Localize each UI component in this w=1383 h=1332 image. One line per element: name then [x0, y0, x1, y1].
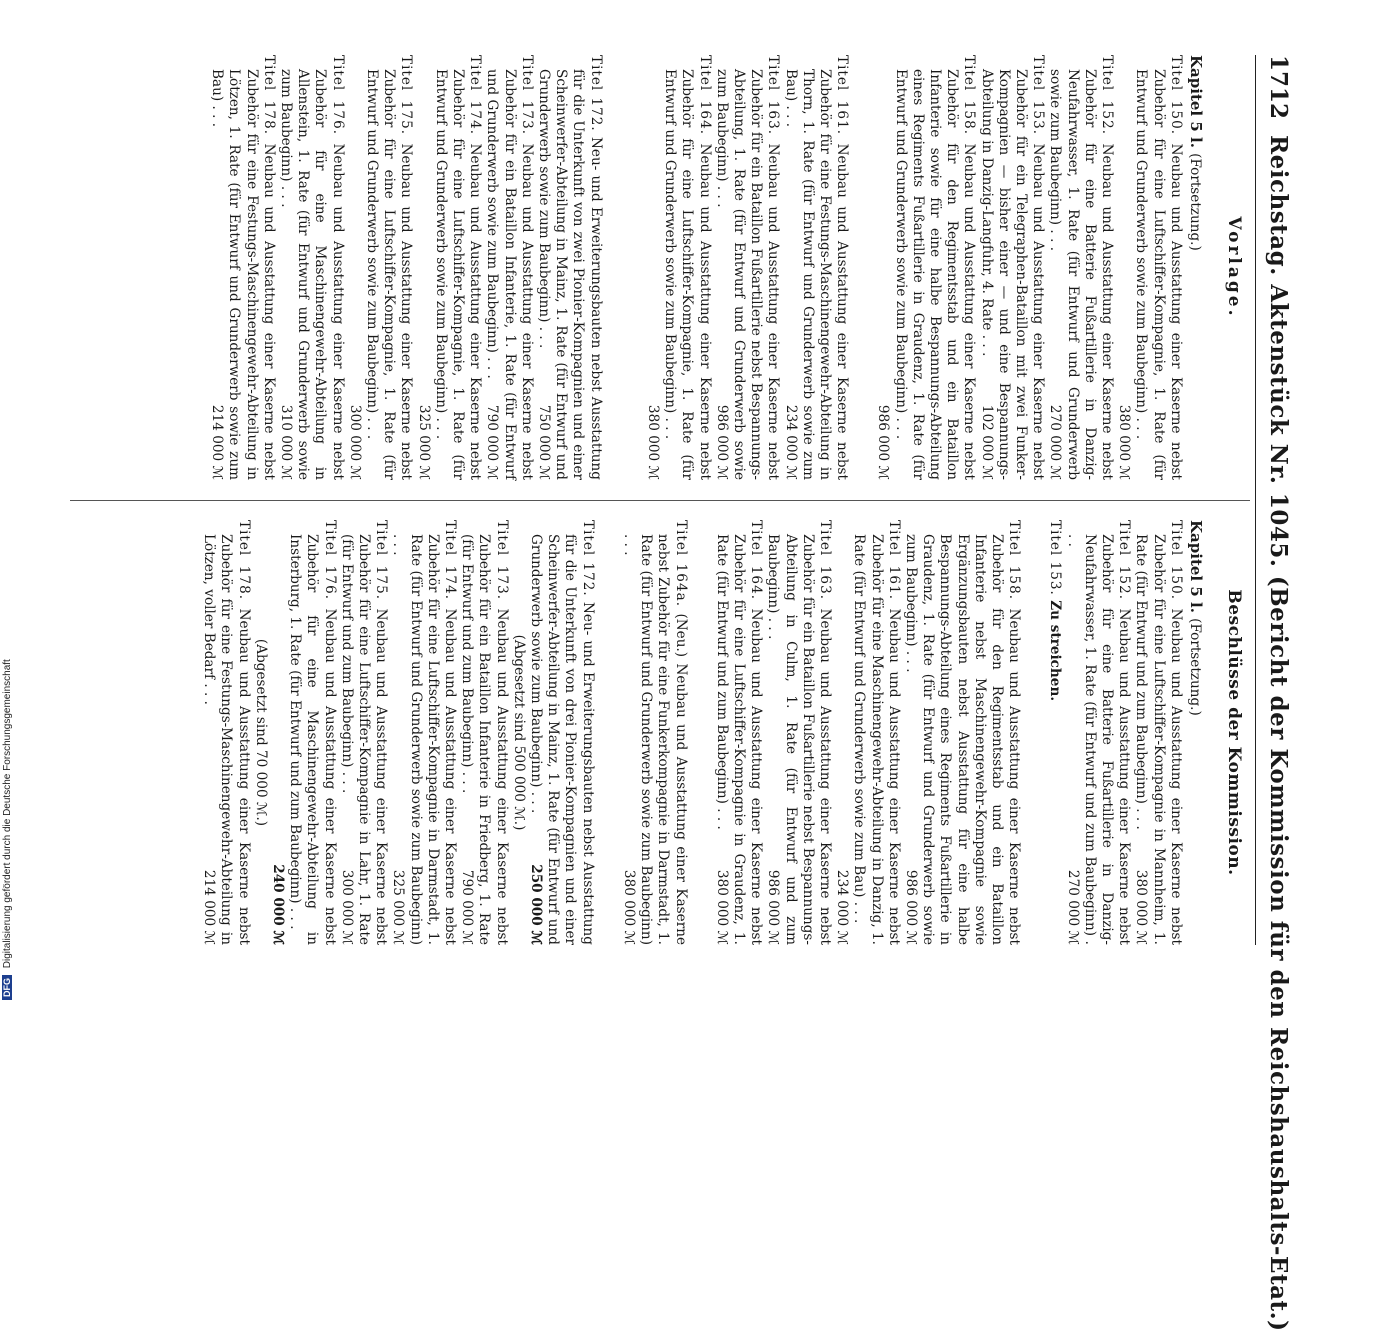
entry-title: Titel 152.: [1116, 520, 1133, 601]
entry-amount: 380 000 ℳ: [644, 404, 661, 480]
entry-amount: 380 000 ℳ: [1133, 869, 1150, 945]
entry-title: Titel 176.: [329, 55, 346, 136]
entry-amount: 790 000 ℳ: [484, 404, 501, 480]
entry-text: Neubau und Ausstattung einer Kaserne nebst Zubehör für eine Luftschiffer-Kompagnie in Mannheim, 1. Rate (für Entwurf und zum Baubeginn): [1133, 534, 1184, 945]
budget-entry: Titel 163. Neubau und Ausstattung einer Kaserne nebst Zubehör für ein Bataillon Fußartillerie nebst Bespannungs-Abteilung in Culm, 1. Rate (für Entwurf und zum Baubeginn) . . . 986 000 ℳ: [765, 520, 833, 945]
entry-text: Neubau und Ausstattung einer Kaserne nebst Zubehör für eine Luftschiffer-Kompagnie, 1. Rate (für Entwurf und Grunderwerb sowie zum Baubeginn): [364, 69, 415, 480]
budget-entry: [1046, 520, 1063, 945]
budget-entry: Titel 174. Neubau und Ausstattung einer Kaserne nebst Zubehör für eine Luftschiffer-Kompagnie in Darmstadt, 1. Rate (für Entwurf und Grunderwerb sowie zum Baubeginn) . . . 325 000 ℳ: [390, 520, 459, 945]
entry-title: Titel 153.: [1030, 55, 1047, 136]
column-divider: [70, 500, 1250, 501]
entry-text: Neubau und Ausstattung einer Kaserne nebst Zubehör für den Regimentsstab und ein Bataillon Infanterie nebst Maschinengewehr-Kompagnie sowie Ergänzungsbauten nebst Ausstattung für eine halbe Bespannungs-Abteilung eines Regiments Fußartillerie in Graudenz, 1. Rate (für Entwurf und Grunderwerb sowie zum Baubeginn): [902, 534, 1023, 945]
entry-amount: 986 000 ℳ: [713, 404, 730, 480]
entry-title: Titel 176.: [321, 520, 338, 601]
budget-entry: Titel 172. Neu- und Erweiterungsbauten nebst Ausstattung für die Unterkunft von zwei Pionier-Kompagnien und einer Scheinwerfer-Abteilung in Mainz, 1. Rate (für Entwurf und Grunderwerb sowie zum Baubeginn) . . . 750 000 ℳ: [536, 55, 604, 481]
entry-title: Titel 174.: [442, 520, 459, 601]
entry-title: Titel 178.: [235, 520, 252, 601]
entry-amount: 986 000 ℳ: [765, 869, 782, 945]
entry-amount: 214 000 ℳ: [201, 869, 218, 945]
budget-entry: Titel 161. Neubau und Ausstattung einer Kaserne nebst Zubehör für eine Maschinengewehr-Abteilung in Danzig, 1. Rate (für Entwurf und Grunderwerb sowie zum Bau) . . . 234 000 ℳ: [834, 520, 902, 945]
entry-title: Titel 161.: [834, 55, 851, 136]
budget-entry: Titel 153. Neubau und Ausstattung einer Kaserne nebst Zubehör für ein Telegraphen-Bataillon mit zwei Funker-Kompagnien — bisher einer — und eine Bespannungs-Abteilung in Danzig-Langfuhr, 4. Rate . . . 102 000 ℳ: [978, 55, 1047, 480]
entry-title: Titel 175.: [398, 55, 415, 136]
entry-amount: 102 000 ℳ: [978, 404, 995, 480]
kapitel-continuation: (Fortsetzung.): [1187, 618, 1203, 716]
entry-title: Titel 173.: [518, 55, 535, 136]
entry-text: Neubau und Ausstattung einer Kaserne nebst Zubehör für eine Luftschiffer-Kompagnie in Darmstadt, 1. Rate (für Entwurf und Grunderwerb sowie zum Baubeginn): [407, 534, 459, 945]
entry-text: Neubau und Ausstattung einer Kaserne nebst Zubehör für eine Maschinengewehr-Abteilung in Danzig, 1. Rate (für Entwurf und Grunderwerb sowie zum Bau): [851, 534, 902, 945]
entry-text: Neubau und Ausstattung einer Kaserne nebst Zubehör für eine Festungs-Maschinengewehr-Abteilung in Thorn, 1. Rate (für Entwurf und Grunderwerb sowie zum Bau): [782, 69, 851, 480]
entry-note: (Abgesetzt sind 70 000 ℳ.): [252, 638, 269, 827]
kapitel-heading: [1186, 55, 1204, 480]
entry-text: Neubau und Ausstattung einer Kaserne nebst Zubehör für eine Maschinengewehr-Abteilung in Allenstein, 1. Rate (für Entwurf und Grunderwerb sowie zum Baubeginn): [278, 69, 346, 480]
left-entries: [208, 55, 1184, 480]
budget-entry: [510, 520, 527, 945]
entry-amount: 310 000 ℳ: [278, 404, 295, 480]
entry-amount: 234 000 ℳ: [782, 404, 799, 480]
entry-amount: 250 000 ℳ: [528, 864, 545, 945]
kapitel-number: Kapitel 5 l.: [1187, 55, 1205, 148]
entry-title: Titel 172.: [587, 55, 604, 132]
entry-title: Titel 158.: [1006, 520, 1023, 601]
budget-entry: Titel 158. Neubau und Ausstattung einer Kaserne nebst Zubehör für den Regimentsstab und ein Bataillon Infanterie nebst Maschinengewehr-Kompagnie sowie Ergänzungsbauten nebst Ausstattung für eine halbe Bespannungs-Abteilung eines Regiments Fußartillerie in Graudenz, 1. Rate (für Entwurf und Grunderwerb sowie zum Baubeginn) . . . 986 000 ℳ: [902, 520, 1023, 945]
entry-text: Neubau und Ausstattung einer Kaserne nebst Zubehör für eine Batterie Fußartillerie in Danzig-Neufahrwasser, 1. Rate (für Entwurf und zum Baubeginn): [1081, 534, 1133, 945]
budget-entry: Titel 150. Neubau und Ausstattung einer Kaserne nebst Zubehör für eine Luftschiffer-Kompagnie in Mannheim, 1. Rate (für Entwurf und zum Baubeginn) . . . 380 000 ℳ: [1133, 520, 1184, 945]
entry-title: Titel 164.: [696, 55, 713, 136]
entry-text: Neubau und Ausstattung einer Kaserne nebst Zubehör für ein Bataillon Fußartillerie nebst Bespannungs-Abteilung in Culm, 1. Rate (für Entwurf und zum Baubeginn): [765, 534, 833, 945]
budget-entry: Titel 175. Neubau und Ausstattung einer Kaserne nebst Zubehör für eine Luftschiffer-Kompagnie, 1. Rate (für Entwurf und Grunderwerb sowie zum Baubeginn) . . . 300 000 ℳ: [346, 55, 415, 480]
entry-text: Neubau und Ausstattung einer Kaserne nebst Zubehör für eine Festungs-Maschinengewehr-Abteilung in Lötzen, voller Bedarf: [201, 534, 252, 945]
kapitel-number: Kapitel 5 l.: [1187, 520, 1205, 613]
entry-title: Titel 150.: [1167, 55, 1184, 136]
entry-amount: 380 000 ℳ: [620, 869, 637, 945]
entry-amount: 325 000 ℳ: [415, 404, 432, 480]
entry-title: Titel 174.: [467, 55, 484, 136]
kapitel-heading: [1186, 520, 1204, 945]
budget-entry: Titel 158. Neubau und Ausstattung einer Kaserne nebst Zubehör für den Regimentsstab und ein Bataillon Infanterie sowie für eine halbe Bespannungs-Abteilung eines Regiments Fußartillerie in Graudenz, 1. Rate (für Entwurf und Grunderwerb sowie zum Baubeginn) . . . 986 000 ℳ: [875, 55, 978, 480]
budget-entry: Titel 178. Neubau und Ausstattung einer Kaserne nebst Zubehör für eine Festungs-Maschinengewehr-Abteilung in Lötzen, 1. Rate (für Entwurf und Grunderwerb sowie zum Bau) . . . 214 000 ℳ: [209, 55, 277, 480]
entry-text: Neu- und Erweiterungsbauten nebst Ausstattung für die Unterkunft von zwei Pionier-Kompagnien und einer Scheinwerfer-Abteilung in Mainz, 1. Rate (für Entwurf und Grunderwerb sowie zum Baubeginn): [536, 69, 604, 481]
entry-title: Titel 164.: [748, 520, 765, 601]
entry-title: Titel 163.: [816, 520, 833, 601]
dfg-logo: DFG: [2, 975, 12, 1000]
entry-text: Neubau und Ausstattung einer Kaserne nebst Zubehör für eine Festungs-Maschinengewehr-Abteilung in Lötzen, 1. Rate (für Entwurf und Grunderwerb sowie zum Bau): [209, 69, 277, 480]
entry-text: Zu streichen.: [1047, 600, 1064, 702]
entry-text: Neubau und Ausstattung einer Kaserne nebst Zubehör für eine Batterie Fußartillerie in Danzig-Neufahrwasser, 1. Rate (für Entwurf und Grunderwerb sowie zum Baubeginn): [1047, 69, 1115, 480]
right-column-heading: Beschlüsse der Kommission.: [1224, 589, 1244, 876]
budget-entry: Titel 172. Neu- und Erweiterungsbauten nebst Ausstattung für die Unterkunft von drei Pionier-Kompagnien und einer Scheinwerfer-Abteilung in Mainz, 1. Rate (für Entwurf und Grunderwerb sowie zum Baubeginn) . . . 250 000 ℳ: [528, 520, 596, 946]
header-rule: [1255, 55, 1256, 945]
entry-title: Titel 173.: [493, 520, 510, 601]
budget-entry: Titel 150. Neubau und Ausstattung einer Kaserne nebst Zubehör für eine Luftschiffer-Kompagnie, 1. Rate (für Entwurf und Grunderwerb sowie zum Baubeginn) . . . 380 000 ℳ: [1116, 55, 1184, 480]
budget-entry: Titel 161. Neubau und Ausstattung einer Kaserne nebst Zubehör für eine Festungs-Maschinengewehr-Abteilung in Thorn, 1. Rate (für Entwurf und Grunderwerb sowie zum Bau) . . . 234 000 ℳ: [782, 55, 851, 480]
entry-amount: 240 000 ℳ: [270, 864, 287, 945]
entry-amount: 300 000 ℳ: [338, 869, 355, 945]
budget-entry: Titel 152. Neubau und Ausstattung einer Kaserne nebst Zubehör für eine Batterie Fußartillerie in Danzig-Neufahrwasser, 1. Rate (für Entwurf und zum Baubeginn) . . . 270 000 ℳ: [1064, 520, 1133, 945]
budget-entry: Titel 173. Neubau und Ausstattung einer Kaserne nebst Zubehör für ein Bataillon Infanterie in Friedberg, 1. Rate (für Entwurf und zum Baubeginn) . . . 790 000 ℳ: [459, 520, 510, 945]
entry-title: Titel 163.: [765, 55, 782, 136]
budget-entry: Titel 174. Neubau und Ausstattung einer Kaserne nebst Zubehör für eine Luftschiffer-Kompagnie, 1. Rate (für Entwurf und Grunderwerb sowie zum Baubeginn) . . . 325 000 ℳ: [415, 55, 484, 480]
entry-amount: 790 000 ℳ: [459, 869, 476, 945]
entry-title: Titel 152.: [1098, 55, 1115, 136]
entry-text: Neubau und Ausstattung einer Kaserne nebst Zubehör für ein Bataillon Infanterie, 1. Rate (für Entwurf und Grunderwerb sowie zum Baubeginn): [484, 69, 535, 480]
entry-text: Neubau und Ausstattung einer Kaserne nebst Zubehör für ein Telegraphen-Bataillon mit zwei Funker-Kompagnien — bisher einer — und eine Bespannungs-Abteilung in Danzig-Langfuhr, 4. Rate: [978, 69, 1047, 480]
kapitel-continuation: (Fortsetzung.): [1187, 153, 1203, 251]
right-column: [200, 520, 1204, 945]
entry-text: Neubau und Ausstattung einer Kaserne nebst Zubehör für den Regimentsstab und ein Bataillon Infanterie sowie für eine halbe Bespannungs-Abteilung eines Regiments Fußartillerie in Graudenz, 1. Rate (für Entwurf und Grunderwerb sowie zum Baubeginn): [892, 69, 978, 480]
entry-text: Neubau und Ausstattung einer Kaserne nebst Zubehör für eine Luftschiffer-Kompagnie, 1. Rate (für Entwurf und Grunderwerb sowie zum Baubeginn): [662, 69, 713, 480]
budget-entry: Titel 176. Neubau und Ausstattung einer Kaserne nebst Zubehör für eine Maschinengewehr-Abteilung in Allenstein, 1. Rate (für Entwurf und Grunderwerb sowie zum Baubeginn) . . . 310 000 ℳ: [278, 55, 346, 480]
entry-title: Titel 161.: [885, 520, 902, 601]
page-title: Reichstag. Aktenstück Nr. 1045. (Bericht der Kommission für den Reichshaushalts-Etat.): [1265, 135, 1292, 1332]
budget-entry: Titel 173. Neubau und Ausstattung einer Kaserne nebst Zubehör für ein Bataillon Infanterie, 1. Rate (für Entwurf und Grunderwerb sowie zum Baubeginn) . . . 790 000 ℳ: [484, 55, 535, 480]
budget-entry: Titel 176. Neubau und Ausstattung einer Kaserne nebst Zubehör für eine Maschinengewehr-Abteilung in Insterburg, 1. Rate (für Entwurf und zum Baubeginn) . . . 240 000 ℳ: [270, 520, 338, 945]
budget-entry: Titel 164. Neubau und Ausstattung einer Kaserne nebst Zubehör für eine Luftschiffer-Kompagnie in Graudenz, 1. Rate (für Entwurf und zum Baubeginn) . . . 380 000 ℳ: [713, 520, 765, 945]
left-column-heading: Vorlage.: [1224, 216, 1244, 319]
entry-amount: 986 000 ℳ: [902, 869, 919, 945]
entry-amount: 380 000 ℳ: [1116, 404, 1133, 480]
budget-entry: Titel 175. Neubau und Ausstattung einer Kaserne nebst Zubehör für eine Luftschiffer-Kompagnie in Lahr, 1. Rate (für Entwurf und zum Baubeginn) . . . 300 000 ℳ: [338, 520, 390, 945]
entry-amount: 986 000 ℳ: [875, 404, 892, 480]
entry-text: Neubau und Ausstattung einer Kaserne nebst Zubehör für ein Bataillon Infanterie in Friedberg, 1. Rate (für Entwurf und zum Baubeginn): [459, 534, 510, 945]
entry-amount: 750 000 ℳ: [536, 404, 553, 480]
entry-amount: 325 000 ℳ: [390, 869, 407, 945]
entry-title: Titel 178.: [260, 55, 277, 136]
entry-amount: 214 000 ℳ: [209, 404, 226, 480]
entry-text: (Neu.) Neubau und Ausstattung einer Kaserne nebst Zubehör für eine Funkerkompagnie in Darmstadt, 1. Rate (für Entwurf und Grunderwerb sowie zum Baubeginn): [638, 534, 689, 946]
credit-text: Digitalisierung gefördert durch die Deutsche Forschungsgemeinschaft: [2, 659, 13, 969]
budget-entry: Titel 164. Neubau und Ausstattung einer Kaserne nebst Zubehör für eine Luftschiffer-Kompagnie, 1. Rate (für Entwurf und Grunderwerb sowie zum Baubeginn) . . . 380 000 ℳ: [644, 55, 713, 480]
entry-text: Neubau und Ausstattung einer Kaserne nebst Zubehör für eine Luftschiffer-Kompagnie in Lahr, 1. Rate (für Entwurf und zum Baubeginn): [338, 534, 390, 945]
page-header: [1258, 55, 1298, 1332]
entry-note: (Abgesetzt sind 500 000 ℳ.): [510, 634, 527, 831]
budget-entry: [252, 520, 269, 945]
entry-text: Neubau und Ausstattung einer Kaserne nebst Zubehör für ein Bataillon Fußartillerie nebst Bespannungs-Abteilung, 1. Rate (für Entwurf und Grunderwerb sowie zum Baubeginn): [713, 69, 782, 480]
entry-amount: 270 000 ℳ: [1064, 869, 1081, 945]
digitization-credit: [2, 605, 16, 1000]
budget-entry: Titel 163. Neubau und Ausstattung einer Kaserne nebst Zubehör für ein Bataillon Fußartillerie nebst Bespannungs-Abteilung, 1. Rate (für Entwurf und Grunderwerb sowie zum Baubeginn) . . . 986 000 ℳ: [713, 55, 782, 480]
entry-title: Titel 175.: [373, 520, 390, 601]
budget-entry: Titel 178. Neubau und Ausstattung einer Kaserne nebst Zubehör für eine Festungs-Maschinengewehr-Abteilung in Lötzen, voller Bedarf . . . 214 000 ℳ: [201, 520, 252, 945]
entry-title: Titel 150.: [1167, 520, 1184, 601]
entry-title: Titel 172.: [579, 520, 596, 597]
left-column: [208, 55, 1204, 480]
entry-amount: 380 000 ℳ: [713, 869, 730, 945]
budget-entry: Titel 152. Neubau und Ausstattung einer Kaserne nebst Zubehör für eine Batterie Fußartillerie in Danzig-Neufahrwasser, 1. Rate (für Entwurf und Grunderwerb sowie zum Baubeginn) . . . 270 000 ℳ: [1047, 55, 1115, 480]
entry-amount: 270 000 ℳ: [1047, 404, 1064, 480]
entry-text: Neubau und Ausstattung einer Kaserne nebst Zubehör für eine Luftschiffer-Kompagnie, 1. Rate (für Entwurf und Grunderwerb sowie zum Baubeginn): [1133, 69, 1184, 480]
entry-title: Titel 153.: [1047, 520, 1064, 596]
budget-entry: Titel 164a. (Neu.) Neubau und Ausstattung einer Kaserne nebst Zubehör für eine Funkerkompagnie in Darmstadt, 1. Rate (für Entwurf und Grunderwerb sowie zum Baubeginn) . . . 380 000 ℳ: [620, 520, 689, 946]
entry-amount: 300 000 ℳ: [346, 404, 363, 480]
entry-text: Neubau und Ausstattung einer Kaserne nebst Zubehör für eine Luftschiffer-Kompagnie in Graudenz, 1. Rate (für Entwurf und zum Baubeginn): [713, 534, 765, 945]
entry-title: Titel 164a.: [672, 520, 689, 608]
entry-text: Neubau und Ausstattung einer Kaserne nebst Zubehör für eine Luftschiffer-Kompagnie, 1. Rate (für Entwurf und Grunderwerb sowie zum Baubeginn): [432, 69, 484, 480]
entry-text: Neu- und Erweiterungsbauten nebst Ausstattung für die Unterkunft von drei Pionier-Kompagnien und einer Scheinwerfer-Abteilung in Mainz, 1. Rate (für Entwurf und Grunderwerb sowie zum Baubeginn): [528, 534, 596, 946]
entry-text: Neubau und Ausstattung einer Kaserne nebst Zubehör für eine Maschinengewehr-Abteilung in Insterburg, 1. Rate (für Entwurf und zum Baubeginn): [287, 534, 338, 945]
entry-amount: 234 000 ℳ: [834, 869, 851, 945]
entry-title: Titel 158.: [961, 55, 978, 136]
page-number: 1712: [1265, 55, 1292, 120]
right-entries: [200, 520, 1184, 945]
